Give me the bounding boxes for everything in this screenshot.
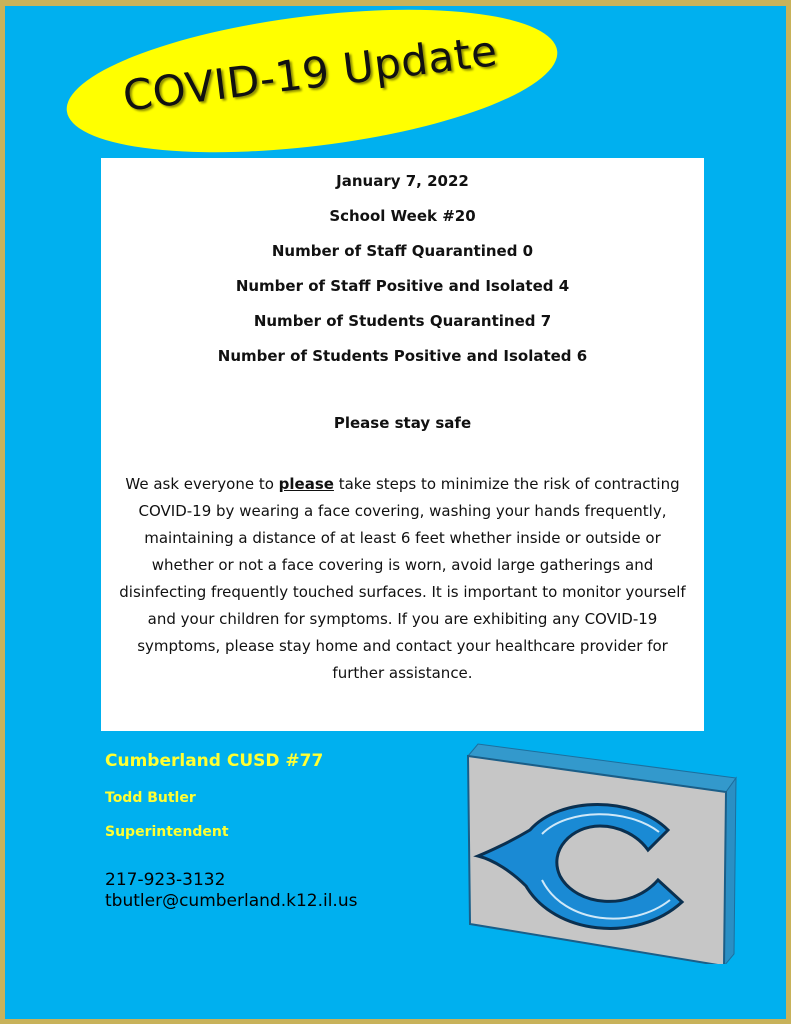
contact-phone: 217-923-3132 xyxy=(105,870,226,890)
cumberland-c-logo-icon xyxy=(460,734,740,964)
page-title: COVID-19 Update xyxy=(120,26,501,121)
guidance-text-end: take steps to minimize the risk of contracting COVID-19 by wearing a face covering, washing your hands frequently, maintaining a distance of at least 6 feet whether inside or outside or whether or not a face covering is worn, avoid large gatherings and disinfecting frequently touched surfaces. It is important to monitor yourself and your children for symptoms. If you are exhibiting any COVID-19 symptoms, please stay home and contact your healthcare provider for further assistance. xyxy=(119,475,686,682)
school-week: School Week #20 xyxy=(329,207,476,225)
staff-quarantined: Number of Staff Quarantined 0 xyxy=(271,242,534,260)
report-date: January 7, 2022 xyxy=(336,172,469,190)
contact-role: Superintendent xyxy=(105,824,229,840)
students-positive: Number of Students Positive and Isolated 6 xyxy=(217,347,588,365)
guidance-text-start: We ask everyone to xyxy=(125,475,279,493)
guidance-paragraph xyxy=(111,471,694,687)
update-card xyxy=(101,158,704,731)
contact-email: tbutler@cumberland.k12.il.us xyxy=(105,891,358,911)
contact-name: Todd Butler xyxy=(105,790,196,806)
staff-positive: Number of Staff Positive and Isolated 4 xyxy=(235,277,570,295)
stay-safe: Please stay safe xyxy=(333,414,472,432)
district-name: Cumberland CUSD #77 xyxy=(105,751,324,771)
guidance-emphasis: please xyxy=(278,475,334,493)
students-quarantined: Number of Students Quarantined 7 xyxy=(253,312,552,330)
